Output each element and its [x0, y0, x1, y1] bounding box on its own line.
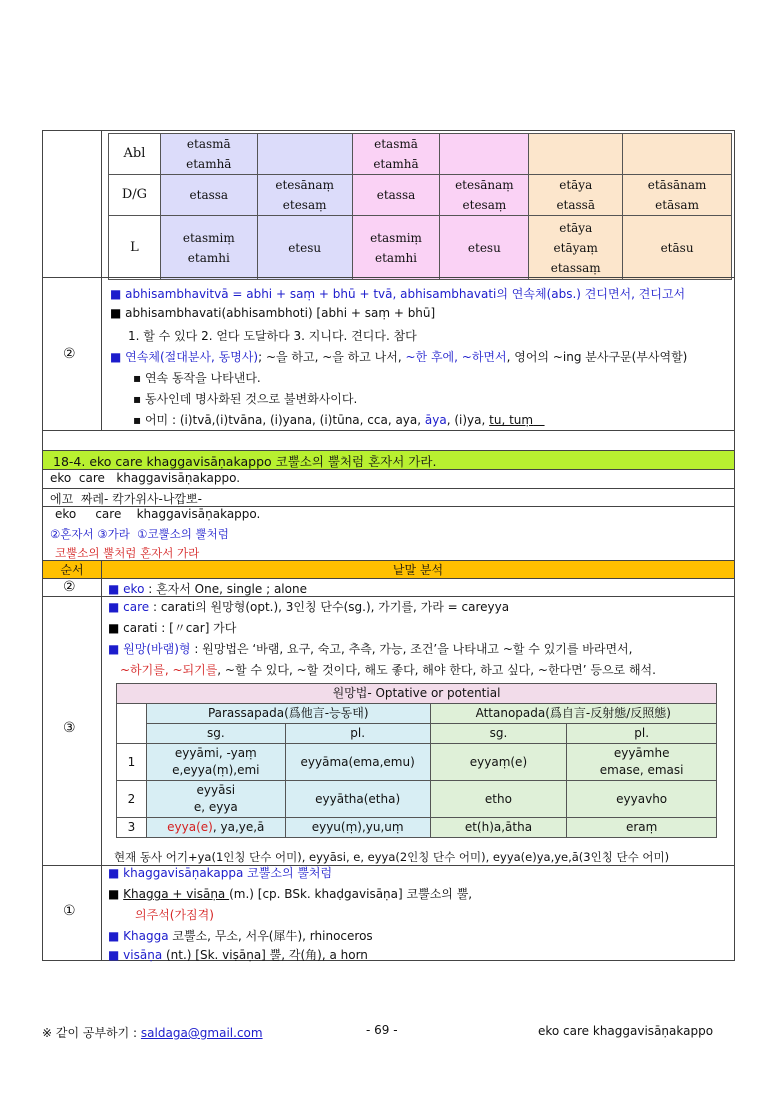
dg-f-pl: etāsānam etāsam	[623, 175, 732, 216]
opt-row2-para-pl: eyyātha(etha)	[285, 781, 430, 818]
dg-f-sg: etāya etassā	[529, 175, 623, 216]
r2-note: 현재 동사 어기+ya(1인칭 단수 어미), eyyāsi, e, eyya(2인칭 단수 어미), eyya(e)ya,ye,ā(3인칭 단수 어미)	[114, 850, 670, 864]
opt-row3-para-pl: eyyu(ṃ),yu,uṃ	[285, 818, 430, 838]
l-m-sg: etasmiṃ etamhi	[160, 216, 257, 280]
sec1-line2: ■ abhisambhavati(abhisambhoti) [abhi + saṃ + bhū]	[110, 306, 436, 320]
opt-blank	[117, 704, 147, 744]
r2-line2: ■ carati : [〃car] 가다	[108, 621, 237, 635]
square-icon: ■	[108, 582, 120, 596]
square-icon: ■	[108, 600, 120, 614]
r2-line1: ■ care : carati의 원망형(opt.), 3인칭 단수(sg.), 가기를, 가라 = careyya	[108, 600, 510, 614]
r3-line3: 의주석(가짐격)	[135, 908, 214, 922]
square-icon: ■	[108, 887, 120, 901]
sec1-line1: ■ abhisambhavitvā = abhi + saṃ + bhū + tvā, abhisambhavati의 연속체(abs.) 견디면서, 견디고서	[110, 287, 686, 301]
page-number: - 69 -	[366, 1023, 398, 1037]
email-link[interactable]: saldaga@gmail.com	[140, 1026, 263, 1040]
opt-row3-atta-pl: eraṃ	[567, 818, 717, 838]
frame-left	[42, 130, 43, 961]
opt-title: 원망법- Optative or potential	[117, 684, 717, 704]
pronunciation: 에꼬 짜레- 칵가위사-나깝뽀-	[50, 492, 202, 506]
sec1-line4: ■ 연속체(절대분사, 동명사); ~을 하고, ~을 하고 나서, ~한 후에, ~하면서, 영어의 ~ing 분사구문(부사역할)	[110, 350, 688, 364]
l-m-pl: etesu	[257, 216, 352, 280]
opt-row2-para-sg: eyyāsi e, eyya	[146, 781, 285, 818]
opt-row1-atta-sg: eyyaṃ(e)	[430, 744, 567, 781]
square-icon: ■	[108, 929, 120, 943]
opt-row2-num: 2	[117, 781, 147, 818]
r2-line3: ■ 원망(바램)형 : 원망법은 ‘바램, 요구, 숙고, 추측, 가능, 조건’을 나타내고 ~할 수 있기를 바라면서,	[108, 642, 633, 656]
square-icon: ■	[110, 306, 122, 320]
opt-atta-sg: sg.	[430, 724, 567, 744]
analysis-header	[43, 561, 734, 578]
r1-number: ②	[63, 579, 76, 595]
heading-text: 18-4. eko care khaggavisāṇakappo 코뿔소의 뿔처럼 혼자서 가라.	[53, 454, 437, 469]
dot-icon: ▪	[133, 392, 142, 406]
abl-f-sg	[529, 134, 623, 175]
opt-atta-pl: pl.	[567, 724, 717, 744]
r1-line: ■ eko : 혼자서 One, single ; alone	[108, 582, 307, 596]
square-icon: ■	[108, 621, 120, 635]
square-icon: ■	[108, 642, 120, 656]
footer-right: eko care khaggavisāṇakappo	[538, 1024, 714, 1038]
col-divider-bottom	[101, 560, 102, 961]
footer-left: ※ 같이 공부하기 : saldaga@gmail.com	[42, 1026, 263, 1040]
opt-row1-para-pl: eyyāma(ema,emu)	[285, 744, 430, 781]
dg-m-pl: etesānaṃ etesaṃ	[257, 175, 352, 216]
section-heading	[43, 451, 734, 469]
dg-m-sg: etassa	[160, 175, 257, 216]
opt-para-pl: pl.	[285, 724, 430, 744]
translation: 코뿔소의 뿔처럼 혼자서 가라	[55, 546, 200, 560]
case-l: L	[109, 216, 161, 280]
r3-line5: ■ visāṇa (nt.) [Sk. viṣāṇa] 뿔, 각(角), a horn	[108, 948, 368, 962]
r3-line4: ■ Khagga 코뿔소, 무소, 서우(犀牛), rhinoceros	[108, 929, 373, 943]
case-abl: Abl	[109, 134, 161, 175]
pali-sentence-2: eko care khaggavisāṇakappo.	[55, 507, 261, 521]
opt-row3-atta-sg: et(h)a,ātha	[430, 818, 567, 838]
opt-row1-atta-pl: eyyāmhe emase, emasi	[567, 744, 717, 781]
opt-row1-num: 1	[117, 744, 147, 781]
opt-parassapada: Parassapada(爲他言-능동태)	[146, 704, 430, 724]
opt-row2-atta-sg: etho	[430, 781, 567, 818]
case-dg: D/G	[109, 175, 161, 216]
abl-n-sg: etasmā etamhā	[352, 134, 440, 175]
sec1-bullet2: ▪ 동사인데 명사화된 것으로 불변화사이다.	[133, 392, 358, 406]
hdr-order: 순서	[60, 563, 84, 577]
abl-m-sg: etasmā etamhā	[160, 134, 257, 175]
r2-number: ③	[63, 720, 76, 736]
dg-n-pl: etesānaṃ etesaṃ	[440, 175, 529, 216]
abl-m-pl	[257, 134, 352, 175]
r2-line4: ~하기를, ~되기를, ~할 수 있다, ~할 것이다, 해도 좋다, 해야 한다, 하고 싶다, ~한다면’ 등으로 해석.	[120, 663, 656, 677]
square-icon: ■	[108, 866, 120, 880]
square-icon: ■	[108, 948, 120, 962]
sec1-bullet3: ▪ 어미 : (i)tvā,(i)tvāna, (i)yana, (i)tūna, cca, aya, āya, (i)ya, tu, tuṃ	[133, 413, 534, 427]
opt-row3-para-sg: eyya(e), ya,ye,ā	[146, 818, 285, 838]
abl-f-pl	[623, 134, 732, 175]
r3-line1: ■ khaggavisāṇakappa 코뿔소의 뿔처럼	[108, 866, 333, 880]
opt-para-sg: sg.	[146, 724, 285, 744]
opt-row1-para-sg: eyyāmi, -yaṃ e,eyya(ṃ),emi	[146, 744, 285, 781]
dot-icon: ▪	[133, 413, 142, 427]
r3-number: ①	[63, 903, 76, 919]
r3-line2: ■ Khagga + visāṇa (m.) [cp. BSk. khaḍgavisāṇa] 코뿔소의 뿔,	[108, 887, 473, 901]
opt-row2-atta-pl: eyyavho	[567, 781, 717, 818]
sec1-top-line	[42, 277, 735, 278]
optative-table	[116, 683, 717, 838]
dg-n-sg: etassa	[352, 175, 440, 216]
frame-right	[734, 130, 735, 961]
square-icon: ■	[110, 287, 122, 301]
r1-bottom-line	[42, 596, 735, 597]
l-f-pl: etāsu	[623, 216, 732, 280]
l-n-pl: etesu	[440, 216, 529, 280]
dot-icon: ▪	[133, 371, 142, 385]
opt-row3-num: 3	[117, 818, 147, 838]
heading-bottom-line	[42, 469, 735, 470]
sec1-bullet1: ▪ 연속 동작을 나타낸다.	[133, 371, 261, 385]
col-divider-top	[101, 130, 102, 430]
sec1-bottom-line	[42, 430, 735, 431]
hdr-bottom-line	[42, 578, 735, 579]
pali-sentence: eko care khaggavisāṇakappo.	[50, 471, 241, 485]
sec1-line3: 1. 할 수 있다 2. 얻다 도달하다 3. 지니다. 견디다. 참다	[128, 329, 417, 343]
pali-line	[42, 488, 735, 489]
declension-table	[108, 133, 732, 280]
l-f-sg: etāya etāyaṃ etassaṃ	[529, 216, 623, 280]
square-icon: ■	[110, 350, 122, 364]
l-n-sg: etasmiṃ etamhi	[352, 216, 440, 280]
sec1-number: ②	[63, 346, 76, 362]
hdr-analysis: 낱말 분석	[392, 563, 444, 577]
frame-top	[42, 130, 735, 131]
word-order: ②혼자서 ③가라 ①코뿔소의 뿔처럼	[50, 527, 229, 541]
abl-n-pl	[440, 134, 529, 175]
opt-attanopada: Attanopada(爲自言-反射態/反照態)	[430, 704, 716, 724]
